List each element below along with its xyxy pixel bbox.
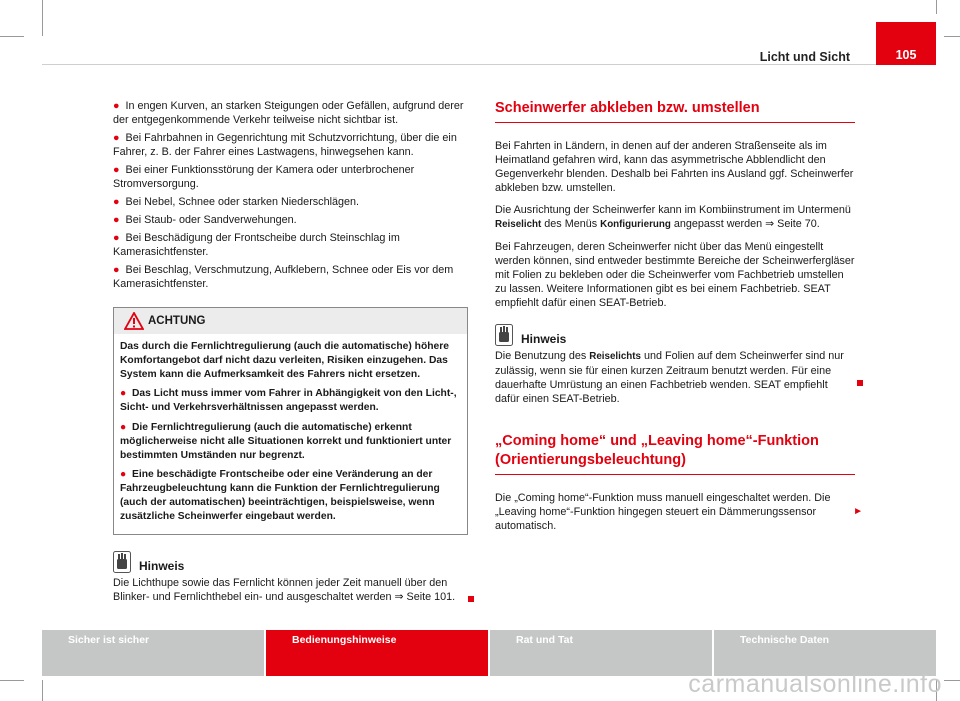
note-header bbox=[495, 324, 855, 346]
crop-mark bbox=[42, 680, 43, 701]
crop-mark bbox=[0, 36, 24, 37]
paragraph: Die „Coming home“-Funktion muss manuell eingeschaltet werden. Die „Leaving home“-Funktion hingegen steuert ein Dämmerungssensor automatisch. ► bbox=[495, 492, 863, 532]
left-column bbox=[113, 99, 468, 604]
crop-mark bbox=[944, 680, 960, 681]
list-item: ● Bei Beschädigung der Frontscheibe durch Steinschlag im Kamerasichtfenster. bbox=[113, 232, 400, 258]
end-mark-icon bbox=[857, 380, 863, 386]
bullet-icon: ● bbox=[113, 232, 120, 244]
bullet-icon: ● bbox=[113, 132, 120, 144]
note-title: Hinweis bbox=[521, 332, 567, 346]
list-item: ● Bei Fahrbahnen in Gegenrichtung mit Schutzvorrichtung, über die ein Fahrer, z. B. der Fahrer eines Lastwagens, hinwegsehen kann. bbox=[113, 132, 457, 158]
crop-mark bbox=[936, 0, 937, 14]
menu-term: Konfigurierung bbox=[600, 219, 671, 230]
bullet-icon: ● bbox=[113, 196, 120, 208]
header-rule bbox=[42, 64, 936, 65]
warning-header bbox=[114, 308, 467, 334]
tab-sicher-ist-sicher[interactable]: Sicher ist sicher bbox=[42, 630, 264, 676]
crop-mark bbox=[42, 0, 43, 36]
list-item: ● Die Fernlichtregulierung (auch die automatische) erkennt möglicherweise nicht alle Situationen korrekt und funktioniert unter bestimmten Umständen nur begrenzt. bbox=[120, 421, 452, 461]
list-item: ● Eine beschädigte Frontscheibe oder eine Veränderung an der Fahrzeugbeleuchtung kann die Funktion der Fernlichtregulierung (auch der automatischen) beeinträchtigen, beispielsweise, wenn zusätzliche Scheinwerfer eingebaut werden. bbox=[120, 469, 440, 522]
bullet-icon: ● bbox=[120, 388, 127, 400]
list-item: ● Bei Nebel, Schnee oder starken Niederschlägen. bbox=[113, 196, 360, 208]
section-title: „Coming home“ und „Leaving home“-Funktion (Orientierungsbeleuchtung) bbox=[495, 433, 819, 468]
watermark: carmanualsonline.info bbox=[688, 670, 942, 698]
note-text: Die Benutzung des Reiselichts und Folien auf dem Scheinwerfer sind nur zulässig, wenn sie für einen kurzen Zeitraum benutzt werden. Für eine dauerhafte Umrüstung an einen Fachbetrieb wenden. SEAT empfiehlt dafür einen SEAT-Betrieb. bbox=[495, 349, 855, 406]
list-item: ● Bei Beschlag, Verschmutzung, Aufklebern, Schnee oder Eis vor dem Kamerasichtfenster. bbox=[113, 264, 454, 290]
tab-rat-und-tat[interactable]: Rat und Tat bbox=[490, 630, 712, 676]
tab-bedienungshinweise[interactable]: Bedienungshinweise bbox=[266, 630, 488, 676]
warning-body bbox=[114, 334, 467, 534]
warning-title: ACHTUNG bbox=[148, 315, 206, 327]
section-rule bbox=[495, 474, 855, 475]
list-item: ● In engen Kurven, an starken Steigungen oder Gefällen, aufgrund derer der entgegenkommende Verkehr teilweise nicht sichtbar ist. bbox=[113, 100, 464, 126]
menu-term: Reiselicht bbox=[495, 219, 542, 230]
note-header bbox=[113, 551, 468, 573]
crop-mark bbox=[944, 36, 960, 37]
section-title: Scheinwerfer abkleben bzw. umstellen bbox=[495, 100, 760, 116]
tab-technische-daten[interactable]: Technische Daten bbox=[714, 630, 936, 676]
bullet-icon: ● bbox=[113, 100, 120, 112]
note-hand-icon bbox=[113, 551, 131, 573]
crop-mark bbox=[0, 680, 24, 681]
bullet-icon: ● bbox=[120, 421, 127, 433]
bullet-icon: ● bbox=[113, 264, 120, 276]
page-number-box bbox=[876, 22, 936, 65]
note-text: Die Lichthupe sowie das Fernlicht können jeder Zeit manuell über den Blinker- und Fernlichthebel ein- und ausgeschaltet werden ⇒ Seite 101. bbox=[113, 576, 468, 604]
list-item: ● Bei Staub- oder Sandverwehungen. bbox=[113, 214, 297, 226]
bullet-icon: ● bbox=[113, 214, 120, 226]
paragraph: Bei Fahrzeugen, deren Scheinwerfer nicht über das Menü eingestellt werden können, sind entweder bestimmte Bereiche der Scheinwerfergläser mit Folien zu bekleben oder die Scheinwerfer vom Fachbetrieb umstellen zu lassen. Weitere Informationen gibt es bei einem Fachbetrieb. SEAT empfiehlt dafür einen SEAT-Betrieb. bbox=[495, 241, 855, 309]
continue-arrow-icon: ► bbox=[853, 506, 863, 517]
right-column bbox=[495, 99, 863, 541]
list-item: ● Das Licht muss immer vom Fahrer in Abhängigkeit von den Licht-, Sicht- und Verkehrsverhältnissen angepasst werden. bbox=[120, 388, 457, 414]
section-rule bbox=[495, 122, 855, 123]
warning-triangle-icon bbox=[124, 312, 144, 330]
list-item: ● Bei einer Funktionsstörung der Kamera oder unterbrochener Stromversorgung. bbox=[113, 164, 415, 190]
end-mark-icon bbox=[468, 596, 474, 602]
note-title: Hinweis bbox=[139, 558, 185, 573]
warning-intro: Das durch die Fernlichtregulierung (auch die automatische) höhere Komfortangebot darf nicht dazu verleiten, Risiken einzugehen. Das System kann die Aufmerksamkeit des Fahrers nicht ersetzen. bbox=[120, 341, 449, 380]
warning-box bbox=[113, 307, 468, 535]
running-header: Licht und Sicht bbox=[759, 50, 850, 64]
page-number: 105 bbox=[895, 48, 917, 62]
bullet-icon: ● bbox=[113, 164, 120, 176]
paragraph: Bei Fahrten in Ländern, in denen auf der anderen Straßenseite als im Heimatland gefahren wird, kann das asymmetrische Abblendlicht den Gegenverkehr blenden. Deshalb bei Fahrten ins Ausland ggf. Scheinwerfer abkleben bzw. umstellen. bbox=[495, 140, 854, 194]
menu-term: Reiselichts bbox=[589, 351, 641, 362]
bullet-icon: ● bbox=[120, 469, 127, 481]
paragraph: Die Ausrichtung der Scheinwerfer kann im Kombiinstrument im Untermenü Reiselicht des Menüs Konfigurierung angepasst werden ⇒ Seite 70. bbox=[495, 204, 851, 230]
note-hand-icon bbox=[495, 324, 513, 346]
